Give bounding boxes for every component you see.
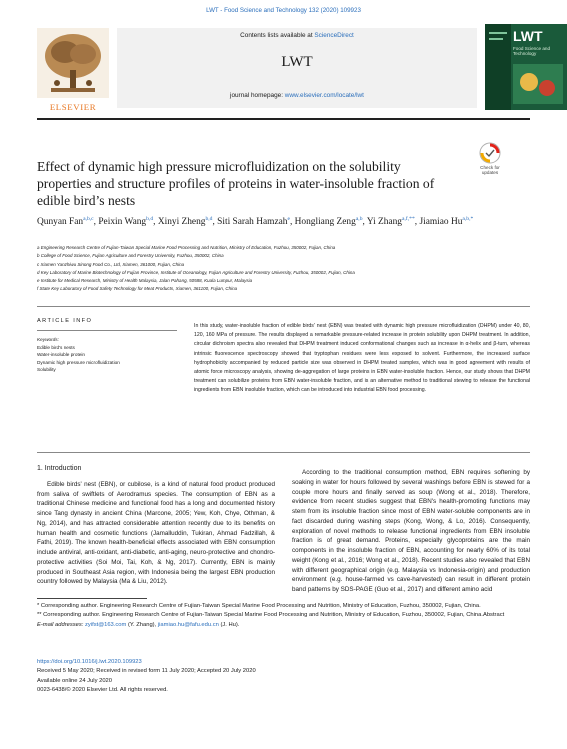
affiliation: c Xiamen Yanzhiwu Sinong Food Co., Ltd, Xiamen, 361000, Fujian, China [37,261,185,267]
keywords-block [37,336,177,374]
keyword: Solubility [37,367,56,373]
affiliation: a Engineering Research Centre of Fujian-Taiwan Special Marine Food Processing and Nutrition, Ministry of Education, Fuzhou, 350002, Fujian, China [37,245,336,250]
author[interactable] [98,217,153,227]
author-affiliation-marker[interactable]: a,b,c [83,216,94,222]
author-name: Jiamiao Hu [419,217,463,228]
journal-reference[interactable]: LWT - Food Science and Technology 132 (2020) 109923 [206,7,361,14]
received-dates: Received 5 May 2020; Received in revised form 11 July 2020; Accepted 20 July 2020 [37,668,256,675]
email-line [37,621,530,630]
author-affiliation-marker[interactable]: b,d [205,216,213,222]
author-name: Peixin Wang [98,217,147,228]
keywords-label: Keywords: [37,337,59,342]
author[interactable] [367,217,415,227]
header-rule [37,118,530,120]
header-band [117,28,477,108]
abstract-rule [37,452,530,453]
keyword: Dynamic high pressure microfluidization [37,359,120,365]
check-for-updates-badge[interactable] [472,142,508,175]
affiliation-rule [37,306,530,307]
author-affiliation-marker[interactable]: e [287,216,290,222]
cover-title: LWT [513,28,543,44]
footnote-rule [37,598,147,599]
online-date: Available online 24 July 2020 [37,677,112,684]
check-updates-label: Check for updates [480,165,500,175]
author-name: Hongliang Zeng [294,217,356,228]
publication-info [37,658,530,696]
cover-subtitle: Food Science and Technology [513,46,551,56]
homepage-line [117,92,477,99]
author-affiliation-marker[interactable]: a,b [355,216,363,222]
body-column-right [292,468,530,595]
keyword: Edible bird's nests [37,344,75,350]
author-name: Siti Sarah Hamzah [217,217,288,228]
footnotes [37,602,530,630]
homepage-prefix: journal homepage: [230,92,285,99]
affiliation: d Key Laboratory of Marine Biotechnology of Fujian Province, Institute of Oceanology, Fujian Agriculture and Forestry University, Fuzhou, 350002, Fujian, China [37,269,355,275]
doi-link[interactable]: https://doi.org/10.1016/j.lwt.2020.109923 [37,659,142,665]
author[interactable] [419,217,473,227]
author[interactable] [37,217,94,227]
contents-prefix: Contents lists available at [240,32,315,39]
homepage-link[interactable]: www.elsevier.com/locate/lwt [284,92,364,99]
sciencedirect-link[interactable]: ScienceDirect [314,32,354,39]
copyright: 0023-6438/© 2020 Elsevier Ltd. All rights reserved. [37,687,168,694]
body-column-left [37,464,275,587]
author[interactable] [295,217,363,227]
section-heading-introduction: 1. Introduction [37,465,82,472]
keyword: Water-insoluble protein [37,352,86,358]
author-list: Qunyan Fan$^{a,b,c}$, Peixin Wang$^{b,d}$, Xinyi Zheng$^{b,d}$, Siti Sarah Hamzah$^e$, Hongliang Zeng$^{a,b}$, Yi Zhang$^{a,f,**}$, Jiamiao $Hu^{a,b,*}$ [37,216,474,228]
affiliation-list [37,244,530,294]
author-name: Qunyan Fan [37,217,84,228]
author-affiliation-marker[interactable]: a,f,** [402,216,415,222]
author-name: Yi Zhang [366,217,402,228]
email-name-zhang: (Y. Zhang), [126,621,158,628]
author-name: Xinyi Zheng [157,217,206,228]
check-updates-icon [479,142,501,164]
elsevier-tree-logo [37,28,109,98]
abstract-text: In this study, water-insoluble fraction of edible birds' nest (EBN) was treated with dynamic high pressure microfluidization (DHPM) under 40, 80, 120, 160 MPa of pressure. The results displayed a remarkable pressure-related increase in protein solubility upon DHPM treatment. In addition, circular dichroism spectra also revealed that DHPM treatment induced conformational changes such as increase in α-helix and β-turn, whereas intrinsic fluorescence spectroscopy showed that tryptophan residues were less exposed to solvent. Furthermore, the increased surface hydrophobicity accompanied by reduced particle size was observed in DHPM treated samples, which was in good agreement with results of atomic force microscopy analysis, showing de-aggregation of large proteins in EBN water-insoluble fraction. Hence, our study shows that DHPM treatment can solubilize proteins from EBN water-insoluble fraction, and is an alternative method to traditional stewing to release the functional ingredients from EBN insoluble fraction, which can be introduced into industrial EBN food processing. [194,323,530,394]
journal-cover-thumbnail [485,24,567,110]
author[interactable] [217,217,290,227]
email-label: E-mail addresses: [37,621,86,628]
publisher-name: ELSEVIER [49,102,97,112]
article-info-heading: ARTICLE INFO [37,318,93,324]
email-name-hu: (J. Hu). [218,621,240,628]
contents-line [117,32,477,39]
footnote: * Corresponding author. Engineering Research Centre of Fujian-Taiwan Special Marine Food Processing and Nutrition, Ministry of Education, Fuzhou, 350002, Fujian, China. [37,603,481,609]
email-link-hu[interactable]: jiamiao.hu@fafu.edu.cn [157,621,219,628]
affiliation: b College of Food Science, Fujian Agriculture and Forestry University, Fuzhou, 350002, China [37,253,224,259]
email-link-zhang[interactable]: zyifst@163.com [85,621,127,628]
footnote: ** Corresponding author. Engineering Research Centre of Fujian-Taiwan Special Marine Food Processing and Nutrition, Ministry of Education, Fuzhou, 350002, Fujian, China.Abstract [37,612,505,619]
article-info-rule [37,330,177,331]
journal-header [37,22,551,114]
body-paragraph: According to the traditional consumption method, EBN requires softening by soaking in water for hours followed by several washings before EBN is stewed for a couple more hours and finally served as soup (Wong et al., 2018). Therefore, evidence from recent studies suggest that EBN's health-promoting functions may stem from its insoluble fraction since most of EBN water-soluble components are in fact discarded during washing steps (Kong, Wong, & Lo, 2016). Consequently, exploration of novel methods to release functional ingredients from EBN insoluble fraction is of great demand. Proteins, especially glycoproteins are the main components in the insoluble fraction of EBN, accounting for nearly 60% of its total weight (Kong et al., 2016; Wong et al., 2018). Recent studies also revealed that EBN with different geographical origin (e.g. Malaysia vs Indonesia-origin) and production environment (e.g. house-farmed vs cave-harvested) can result in different protein band patterns by SDS-PAGE (Guo et al., 2017) and different amino acid [292,469,530,593]
body-paragraph: Edible birds' nest (EBN), or cubilose, is a kind of natural food product produced from saliva of swiftlets of Aerodramus species. The consumption of EBN as a traditional Chinese medicine and functional food has a long and documented history since Tang dynasty in ancient China (Marcone, 2005; Yew, Koh, Chye, Othman, & Ng, 2014), and has attracted considerable attention recently due to its benefits on human health and cosmetic functions (Jamalluddin, Tukiran, Ahmad Fadzillah, & Fathi, 2019). The known health-beneficial effects associated with EBN consumption include antiviral, anti-oxidant, anti-diabetic, anti-aging, neuro-protective and chondro-protective activities (Soi Moi, Tai, Koh, & Ng, 2017). Currently, EBN is mainly produced in Southeast Asia region, with Indonesia being the largest EBN production country followed by Malaysia (Ma & Liu, 2012). [37,480,275,586]
affiliation: f State Key Laboratory of Food Safety Technology for Meat Products, Xiamen, 361100, Fujian, China [37,286,238,292]
journal-title: LWT [281,54,313,70]
article-title: Effect of dynamic high pressure microfluidization on the solubility properties and structure profiles of proteins in water-insoluble fraction of edible bird’s nests [37,159,435,208]
affiliation: e Institute for Medical Research, Ministry of Health Malaysia, Jalan Pahang, 50588, Kuala Lumpur, Malaysia [37,278,253,284]
author-affiliation-marker[interactable]: b,d [146,216,154,222]
author-affiliation-marker[interactable]: a,b,* [462,216,474,222]
author[interactable] [158,217,213,227]
